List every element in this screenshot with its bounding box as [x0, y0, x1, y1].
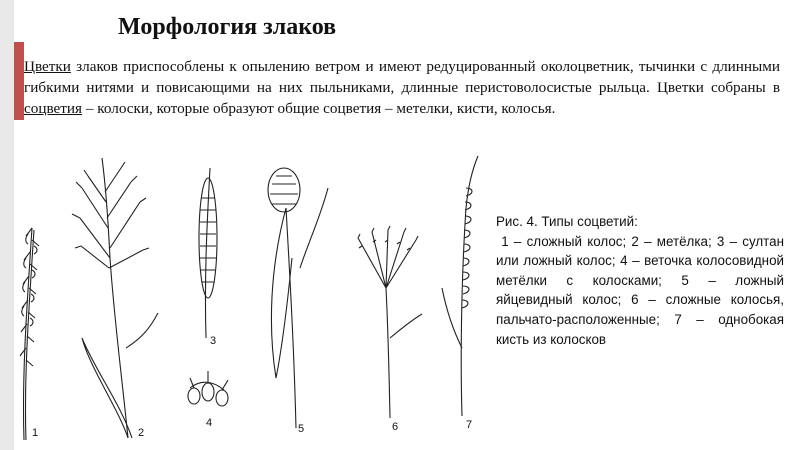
caption-heading: Рис. 4. Типы соцветий: — [496, 214, 638, 229]
label-2: 2 — [138, 427, 145, 439]
label-6: 6 — [392, 421, 399, 433]
label-3: 3 — [210, 335, 217, 347]
label-5: 5 — [298, 423, 305, 435]
plant-7-one-sided-raceme — [442, 156, 478, 416]
caption-text: 1 – сложный колос; 2 – метёлка; 3 – султан или ложный колос; 4 – веточка колосовидной метёлки с колосками; 5 – ложный яйцевидный колос; 6 – сложные колосья, пальчато-расположенные; 7 – однобокая кисть из колосков — [496, 233, 788, 347]
label-7: 7 — [466, 419, 473, 431]
plant-2-panicle — [72, 158, 158, 438]
plant-1-complex-spike — [20, 228, 39, 440]
label-4: 4 — [206, 417, 213, 429]
intro-term-flowers: Цветки — [24, 58, 71, 75]
plant-4-spikelet-branch — [188, 371, 228, 406]
intro-term-inflorescence: соцветия — [24, 100, 83, 117]
plant-6-digitate-spikes — [358, 226, 422, 418]
plant-5-ovoid-spike — [268, 168, 328, 428]
intro-text-1: злаков приспособлены к опылению ветром и имеют редуцированный околоцветник, тычинки с длинными гибкими нитями и повисающими на них пыльниками, длинные перистоволосистые рыльца. Цветки собраны в — [24, 58, 780, 96]
intro-paragraph — [24, 56, 780, 119]
figure-caption — [496, 212, 788, 349]
inflorescence-illustration — [10, 148, 490, 444]
accent-bar — [14, 42, 24, 120]
label-1: 1 — [32, 427, 39, 439]
plant-3-sultan — [199, 168, 217, 338]
intro-text-2: – колоски, которые образуют общие соцветия – метелки, кисти, колосья. — [82, 100, 556, 117]
slide-title: Морфология злаков — [118, 14, 337, 40]
